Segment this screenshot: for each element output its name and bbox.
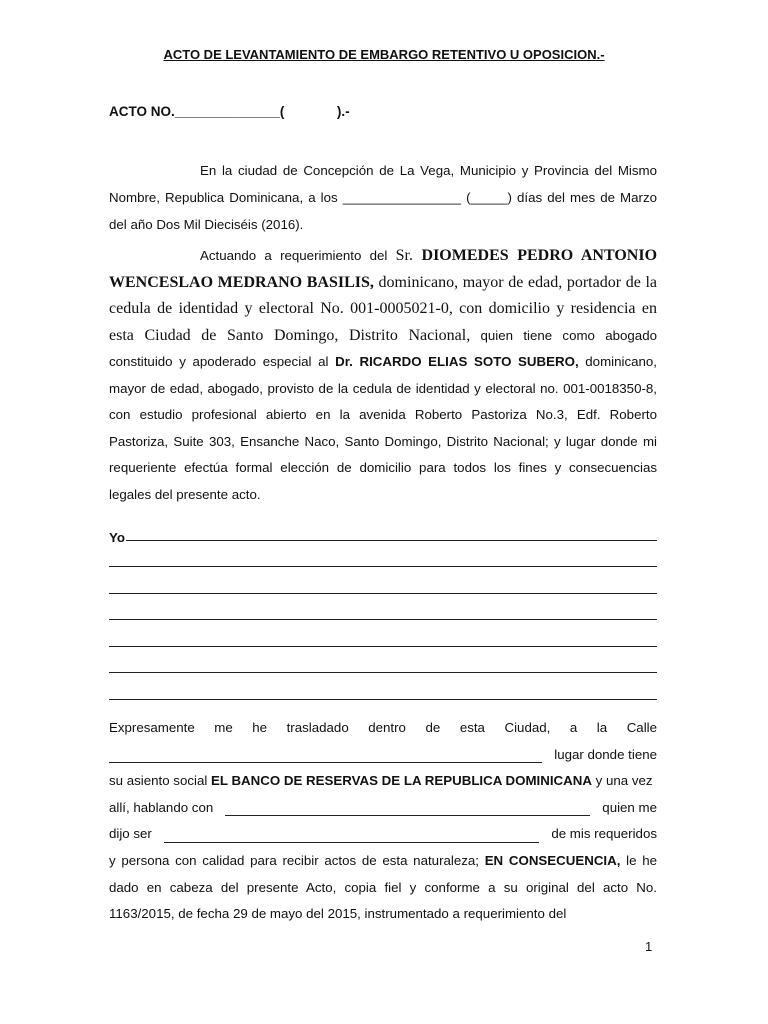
transfer-line: [109, 768, 657, 795]
blank-line: [109, 546, 657, 573]
blank-rule: [109, 699, 657, 700]
transfer-text: allí, hablando con: [109, 799, 214, 815]
blank-line: [109, 678, 657, 705]
blank-rule: [225, 795, 590, 817]
transfer-text: su asiento social: [109, 773, 211, 789]
page-number: 1: [645, 939, 653, 954]
requester-title: Sr.: [395, 247, 422, 264]
transfer-text: quien me: [602, 799, 657, 815]
transfer-line: [109, 821, 657, 848]
attorney-details: dominicano, mayor de edad, abogado, provisto de la cedula de identidad y electoral no. 001-0018350-8, con estudio profesional abierto en la avenida Roberto Pastoriza No.3, Edf. Roberto Pastoriza, Suite 303, Ensanche Naco, Santo Domingo, Distrito Nacional; y lugar donde mi requeriente efectúa formal elección de domicilio para todos los fines y consecuencias legales del presente acto.: [109, 354, 657, 502]
document-title: ACTO DE LEVANTAMIENTO DE EMBARGO RETENTIVO U OPOSICION.-: [163, 47, 605, 62]
paragraph-location-date: En la ciudad de Concepción de La Vega, Municipio y Provincia del Mismo Nombre, Republica Dominicana, a los ________________ (_____) días del mes de Marzo del año Dos Mil Dieciséis (2016).: [109, 163, 657, 232]
bank-name: EL BANCO DE RESERVAS DE LA REPUBLICA DOMINICANA: [211, 773, 592, 789]
requester-details: dominicano, mayor de edad, portador de la cedula de identidad y electoral No. 001-0005021-0, con domicilio y residencia en esta Ciudad de Santo Domingo, Distrito Nacional,: [109, 273, 657, 344]
acto-number-line: ACTO NO.______________( ).-: [109, 104, 350, 119]
blank-rule: [109, 672, 657, 673]
paragraph-requester: [109, 243, 657, 508]
blank-rule: [126, 540, 657, 541]
attorney-name: Dr. RICARDO ELIAS SOTO SUBERO,: [335, 354, 579, 369]
consequence-label: EN CONSECUENCIA,: [484, 852, 621, 868]
blank-line: [109, 519, 657, 546]
blank-rule: [109, 566, 657, 567]
blank-line: [109, 652, 657, 679]
transfer-text: de mis requeridos: [551, 826, 657, 842]
transfer-line: Expresamente me he trasladado dentro de esta Ciudad, a la Calle: [109, 720, 657, 735]
transfer-text: y una vez: [591, 773, 653, 789]
blank-rule: [109, 646, 657, 647]
paragraph-transfer: [109, 715, 657, 928]
blank-line: [109, 625, 657, 652]
transfer-text: dijo ser: [109, 826, 152, 842]
attorney-intro: quien tiene como abogado constituido y apoderado especial al: [109, 327, 657, 369]
blank-rule: [109, 593, 657, 594]
transfer-line: [109, 795, 657, 822]
bailiff-blank-lines: [109, 519, 657, 705]
transfer-line: [109, 848, 657, 875]
transfer-line: dado en cabeza del presente Acto, copia fiel y conforme a su original del acto No. 1163/2015, de fecha 29 de mayo del 2015, instrumentado a requerimiento del: [109, 879, 657, 922]
transfer-text: lugar donde tiene: [554, 746, 657, 762]
blank-line: [109, 599, 657, 626]
blank-rule: [109, 742, 542, 764]
transfer-text: le he: [620, 852, 657, 868]
blank-line: [109, 572, 657, 599]
transfer-line: [109, 742, 657, 769]
requester-name: DIOMEDES PEDRO ANTONIO WENCESLAO MEDRANO BASILIS,: [109, 247, 658, 291]
blank-rule: [109, 619, 657, 620]
blank-rule: [164, 821, 539, 843]
yo-label: Yo: [109, 529, 126, 545]
requester-intro: Actuando a requerimiento del: [200, 248, 396, 263]
transfer-text: y persona con calidad para recibir actos de esta naturaleza;: [109, 852, 485, 868]
